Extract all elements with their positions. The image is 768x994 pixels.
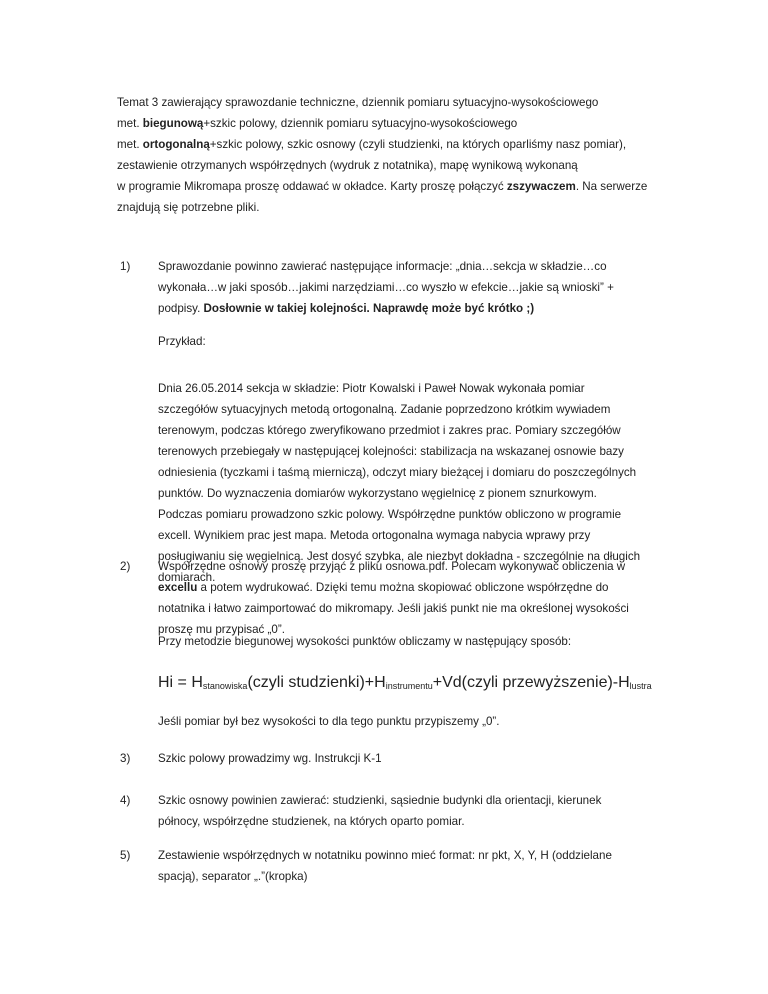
list-item-1: [158, 256, 658, 319]
example-line: Podczas pomiaru prowadzono szkic polowy. Współrzędne punktów obliczono w programie: [158, 508, 622, 521]
list-item-3: [158, 748, 658, 769]
list-item-5: [158, 845, 658, 887]
formula-note: Jeśli pomiar był bez wysokości to dla tego punktu przypiszemy „0”.: [158, 715, 500, 728]
item-line: wykonała…w jaki sposób…jakimi narzędziami…co wyszło w efekcie…jakie są wnioski” +: [158, 281, 614, 294]
list-number: 2): [120, 560, 131, 573]
item-line: Zestawienie współrzędnych w notatniku powinno mieć format: nr pkt, X, Y, H (oddzielane: [158, 849, 612, 862]
item-line: Sprawozdanie powinno zawierać następujące informacje: „dnia…sekcja w składzie…co: [158, 260, 607, 273]
formula-subscript: stanowiska: [202, 681, 248, 691]
formula-subscript: lustra: [629, 681, 652, 691]
example-label: Przykład:: [158, 335, 206, 348]
list-item-2: [158, 556, 658, 640]
example-line: posługiwaniu się węgielnicą. Jest dosyć szybka, ale niezbyt dokładna - szczególnie na długich: [158, 550, 641, 563]
emphasis-biegunowa: biegunową: [142, 117, 204, 130]
list-item-4: [158, 790, 658, 832]
intro-line: znajdują się potrzebne pliki.: [117, 201, 260, 214]
item-line: spacją), separator „.”(kropka): [158, 870, 308, 883]
intro-line: met. biegunową+szkic polowy, dziennik pomiaru sytuacyjno-wysokościowego: [117, 117, 518, 130]
intro-line: zestawienie otrzymanych współrzędnych (wydruk z notatnika), mapę wynikową wykonaną: [117, 159, 578, 172]
emphasis-order: Dosłownie w takiej kolejności. Naprawdę może być krótko ;): [203, 302, 535, 315]
item-line: proszę mu przypisać „0”.: [158, 623, 285, 636]
emphasis-zszywaczem: zszywaczem: [506, 180, 576, 193]
example-line: terenowym, podczas którego zweryfikowano przedmiot i zakres prac. Pomiary szczegółów: [158, 424, 621, 437]
example-line: excell. Wynikiem prac jest mapa. Metoda ortogonalna wymaga nabycia wprawy przy: [158, 529, 591, 542]
example-line: punktów. Do wyznaczenia domiarów wykorzystano węgielnicę z pionem sznurkowym.: [158, 487, 597, 500]
example-line: domiarach.: [158, 571, 216, 584]
example-line: Dnia 26.05.2014 sekcja w składzie: Piotr Kowalski i Paweł Nowak wykonała pomiar: [158, 382, 585, 395]
example-line: odniesienia (tyczkami i taśmą mierniczą), odczyt miary bieżącej i domiaru do poszczególnych: [158, 466, 637, 479]
intro-line: met. ortogonalną+szkic polowy, szkic osnowy (czyli studzienki, na których oparliśmy nasz pomiar),: [117, 138, 627, 151]
example-line: terenowych przebiegały w następującej kolejności: stabilizacja na wskazanej osnowie bazy: [158, 445, 624, 458]
item-line: Współrzędne osnowy proszę przyjąć z pliku osnowa.pdf. Polecam wykonywać obliczenia w: [158, 560, 626, 573]
height-formula: $Hi = H_{stanowiska}(czyli$ $studzienki)+H_{instrumentu}+Vd(czyli$ $przewyższenie)-H_{lustra}$: [158, 674, 652, 691]
item-line: podpisy. Dosłownie w takiej kolejności. Naprawdę może być krótko ;): [158, 302, 535, 315]
intro-paragraph: [117, 92, 657, 218]
intro-line: Temat 3 zawierający sprawozdanie techniczne, dziennik pomiaru sytuacyjno-wysokościowego: [117, 96, 599, 109]
item-line: Szkic osnowy powinien zawierać: studzienki, sąsiednie budynki dla orientacji, kierunek: [158, 794, 602, 807]
formula-subscript: instrumentu: [385, 681, 433, 691]
item-line: Szkic polowy prowadzimy wg. Instrukcji K-1: [158, 752, 382, 765]
list-number: 1): [120, 260, 131, 273]
item-line: excellu a potem wydrukować. Dzięki temu można skopiować obliczone współrzędne do: [158, 581, 609, 594]
example-line: szczegółów sytuacyjnych metodą ortogonalną. Zadanie poprzedzono krótkim wywiadem: [158, 403, 611, 416]
list-number: 4): [120, 794, 131, 807]
emphasis-excellu: excellu: [158, 581, 198, 594]
item-line: północy, współrzędne studzienek, na których oparto pomiar.: [158, 815, 465, 828]
method-text: Przy metodzie biegunowej wysokości punktów obliczamy w następujący sposób:: [158, 635, 572, 648]
emphasis-ortogonalna: ortogonalną: [142, 138, 210, 151]
list-number: 5): [120, 849, 131, 862]
intro-line: w programie Mikromapa proszę oddawać w okładce. Karty proszę połączyć zszywaczem. Na serwerze: [117, 180, 648, 193]
list-number: 3): [120, 752, 131, 765]
item-line: notatnika i łatwo zaimportować do mikromapy. Jeśli jakiś punkt nie ma określonej wysokości: [158, 602, 629, 615]
